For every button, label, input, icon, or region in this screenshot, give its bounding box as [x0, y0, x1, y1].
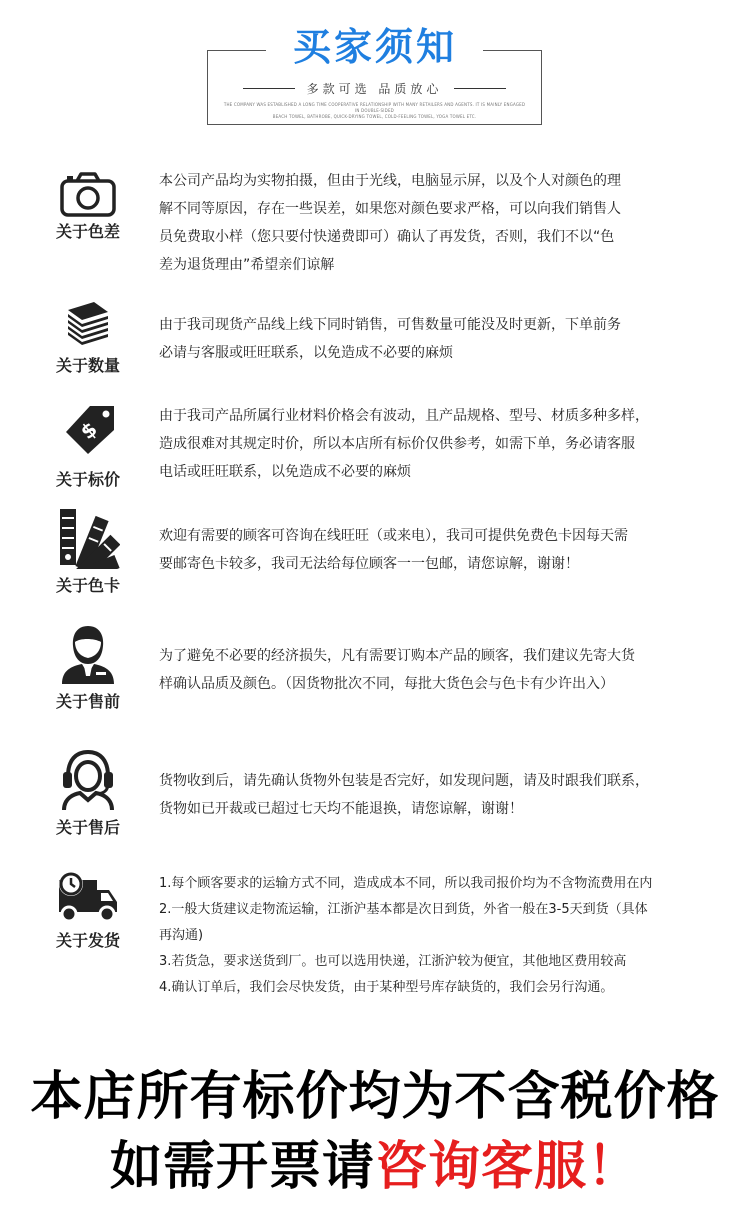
paragraph-color-difference	[159, 167, 729, 279]
text-line: 造成很难对其规定时价，所以本店所有标价仅供参考，如需下单，务必请客服	[159, 436, 635, 452]
fine-print-line-1: THE COMPANY WAS ESTABLISHED A LONG TIME COOPERATIVE RELATIONSHIP WITH MANY RETAILERS AND AGENTS. IT IS MAINLY ENGAGED IN DOUBLE-SIDED	[223, 102, 526, 113]
staff-icon	[50, 624, 126, 684]
text-line: 差为退货理由”希望亲们谅解	[159, 257, 335, 273]
label-color-difference: 关于色差	[55, 222, 120, 241]
text-line: 解不同等原因，存在一些误差，如果您对颜色要求严格，可以向我们销售人	[159, 201, 621, 217]
paragraph-color-card	[159, 522, 729, 578]
text-line: 由于我司现货产品线上线下同时销售，可售数量可能没及时更新，下单前务	[159, 317, 621, 333]
price-tag-icon	[50, 404, 126, 464]
subtitle-row	[207, 78, 542, 98]
list-item: 再沟通)	[159, 928, 204, 943]
text-line: 样确认品质及颜色。（因货物批次不同，每批大货色会与色卡有少许出入）	[159, 676, 614, 692]
list-item: 1.每个顾客要求的运输方式不同，造成成本不同，所以我司报价均为不含物流费用在内	[159, 876, 653, 891]
label-color-card: 关于色卡	[55, 576, 120, 595]
subtitle-divider-right	[454, 88, 506, 89]
header-fine-print	[222, 102, 527, 120]
color-swatch-icon	[50, 505, 126, 565]
text-line: 本公司产品均为实物拍摄，但由于光线，电脑显示屏，以及个人对颜色的理	[159, 173, 621, 189]
page-title: 买家须知	[292, 25, 457, 69]
paper-stack-icon	[50, 300, 126, 360]
page-subtitle: 多款可选 品质放心	[306, 81, 443, 96]
fine-print-line-2: BEACH TOWEL, BATHROBE, QUICK-DRYING TOWEL, COLD-FEELING TOWEL, YOGA TOWEL ETC.	[272, 114, 477, 119]
text-line: 欢迎有需要的顾客可咨询在线旺旺（或来电），我司可提供免费色卡因每天需	[159, 528, 628, 544]
tax-notice: 本店所有标价均为不含税价格	[30, 1067, 720, 1127]
delivery-truck-icon	[50, 870, 126, 930]
invoice-notice	[0, 1135, 750, 1199]
invoice-notice-highlight: 咨询客服！	[375, 1137, 641, 1197]
text-line: 由于我司产品所属行业材料价格会有波动，且产品规格、型号、材质多种多样，	[159, 408, 649, 424]
list-item: 2.一般大货建议走物流运输，江浙沪基本都是次日到货，外省一般在3-5天到货（具体	[159, 902, 648, 917]
text-line: 要邮寄色卡较多，我司无法给每位顾客一一包邮，请您谅解，谢谢！	[159, 556, 579, 572]
text-line: 货物收到后，请先确认货物外包装是否完好，如发现问题，请及时跟我们联系，	[159, 773, 649, 789]
paragraph-quantity	[159, 311, 729, 367]
svg-text:$: $	[75, 416, 102, 445]
shipping-list	[159, 871, 739, 1001]
headset-icon	[50, 748, 126, 808]
list-item: 4.确认订单后，我们会尽快发货，由于某种型号库存缺货的，我们会另行沟通。	[159, 980, 614, 995]
text-line: 必请与客服或旺旺联系，以免造成不必要的麻烦	[159, 345, 453, 361]
paragraph-price	[159, 402, 729, 486]
label-price: 关于标价	[55, 470, 120, 489]
label-quantity: 关于数量	[55, 356, 120, 375]
text-line: 为了避免不必要的经济损失，凡有需要订购本产品的顾客，我们建议先寄大货	[159, 648, 635, 664]
text-line: 电话或旺旺联系，以免造成不必要的麻烦	[159, 464, 411, 480]
text-line: 员免费取小样（您只要付快递费即可）确认了再发货，否则，我们不以“色	[159, 229, 615, 245]
invoice-notice-text: 如需开票请	[109, 1137, 375, 1197]
paragraph-after-sale	[159, 767, 729, 823]
label-pre-sale: 关于售前	[55, 692, 120, 711]
paragraph-pre-sale	[159, 642, 729, 698]
subtitle-divider-left	[243, 88, 295, 89]
list-item: 3.若货急，要求送货到厂。也可以选用快递，江浙沪较为便宜，其他地区费用较高	[159, 954, 627, 969]
label-after-sale: 关于售后	[55, 818, 120, 837]
label-shipping: 关于发货	[55, 931, 120, 950]
text-line: 货物如已开裁或已超过七天均不能退换，请您谅解，谢谢！	[159, 801, 523, 817]
